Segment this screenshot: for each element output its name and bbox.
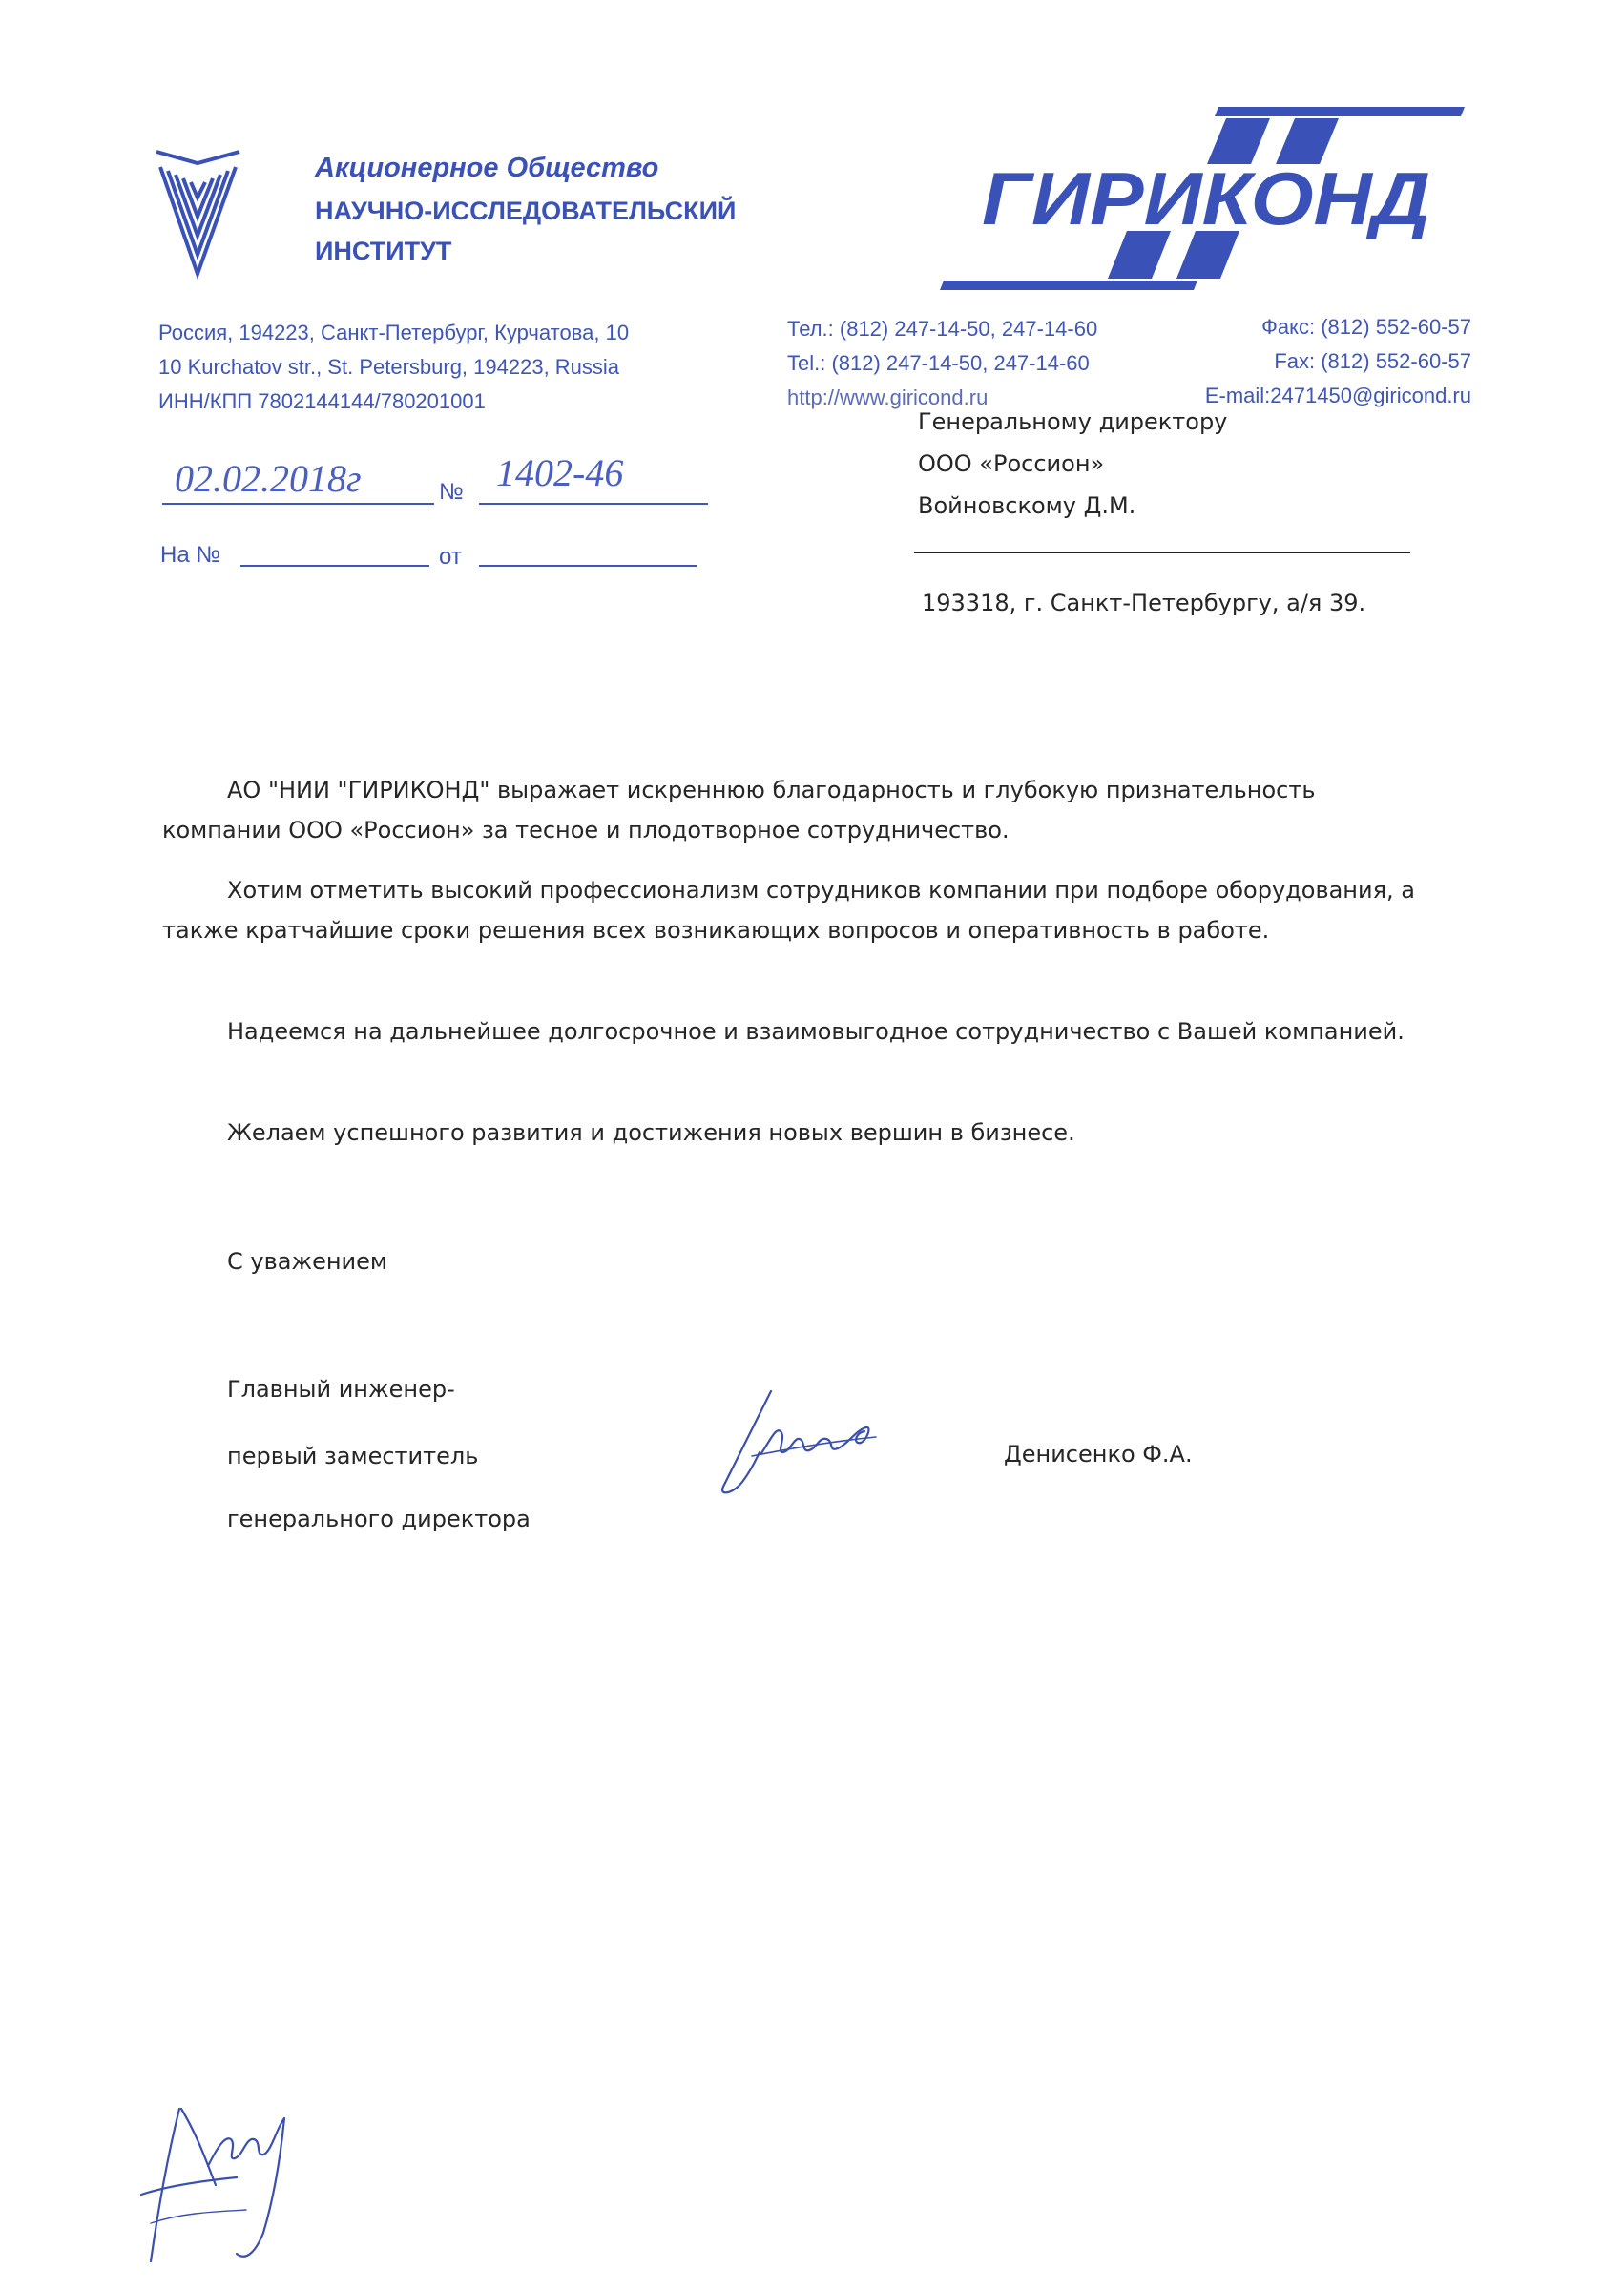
signature-icon bbox=[714, 1382, 952, 1515]
fax-ru: Факс: (812) 552-60-57 bbox=[1261, 315, 1471, 339]
body-paragraph-4: Желаем успешного развития и достижения новых вершин в бизнесе. bbox=[227, 1119, 1075, 1146]
body-paragraph-3: Надеемся на дальнейшее долгосрочное и взаимовыгодное сотрудничество с Вашей компанией. bbox=[227, 1018, 1405, 1045]
registration-number-label: № bbox=[439, 479, 464, 505]
email-link[interactable]: E-mail:2471450@giricond.ru bbox=[1204, 384, 1471, 407]
phone-ru: Тел.: (812) 247-14-50, 247-14-60 bbox=[787, 317, 1098, 341]
body-paragraph-1: АО "НИИ "ГИРИКОНД" выражает искреннюю благодарность и глубокую признательность компании ООО «Россион» за тесное и плодотворное сотрудничество. bbox=[162, 777, 1316, 843]
addressee-line2: ООО «Россион» bbox=[918, 450, 1105, 477]
addressee-underline bbox=[914, 552, 1410, 553]
signer-name: Денисенко Ф.А. bbox=[1004, 1441, 1193, 1468]
reference-underline bbox=[240, 565, 429, 567]
signer-position-line3: генерального директора bbox=[227, 1506, 531, 1532]
registration-number: 1402-46 bbox=[496, 451, 624, 494]
from-label: от bbox=[439, 544, 462, 570]
registration-date: 02.02.2018г bbox=[175, 457, 362, 500]
brand-wordmark: ГИРИКОНД bbox=[982, 156, 1430, 240]
fax-en: Fax: (812) 552-60-57 bbox=[1274, 349, 1471, 373]
closing-regards: С уважением bbox=[227, 1248, 387, 1275]
body-paragraph-2: Хотим отметить высокий профессионализм сотрудников компании при подборе оборудования, а также кратчайшие сроки решения всех возникающих вопросов и оперативность в работе. bbox=[162, 877, 1415, 944]
website-link[interactable]: http://www.giricond.ru bbox=[787, 385, 989, 409]
org-name-line1: НАУЧНО-ИССЛЕДОВАТЕЛЬСКИЙ bbox=[315, 197, 737, 225]
addressee-line3: Войновскому Д.М. bbox=[918, 492, 1136, 519]
margin-initials-icon bbox=[113, 2090, 323, 2280]
org-name-line2: ИНСТИТУТ bbox=[315, 237, 452, 265]
phone-en: Tel.: (812) 247-14-50, 247-14-60 bbox=[787, 351, 1090, 375]
letterhead bbox=[0, 0, 1624, 448]
inn-kpp: ИНН/КПП 7802144144/780201001 bbox=[158, 389, 486, 413]
address-en: 10 Kurchatov str., St. Petersburg, 194223, Russia bbox=[158, 355, 620, 379]
reference-label: На № bbox=[160, 542, 221, 568]
addressee-line1: Генеральному директору bbox=[918, 408, 1228, 435]
number-underline bbox=[479, 503, 708, 505]
addressee-postal: 193318, г. Санкт-Петербургу, а/я 39. bbox=[922, 590, 1366, 616]
from-underline bbox=[479, 565, 697, 567]
institute-logo-icon bbox=[153, 148, 243, 281]
signer-position-line2: первый заместитель bbox=[227, 1443, 479, 1469]
giricond-logo bbox=[940, 107, 1474, 293]
signer-position-line1: Главный инженер- bbox=[227, 1376, 455, 1403]
date-underline bbox=[162, 503, 434, 505]
address-ru: Россия, 194223, Санкт-Петербург, Курчатова, 10 bbox=[158, 321, 630, 344]
org-type: Акционерное Общество bbox=[315, 153, 659, 183]
